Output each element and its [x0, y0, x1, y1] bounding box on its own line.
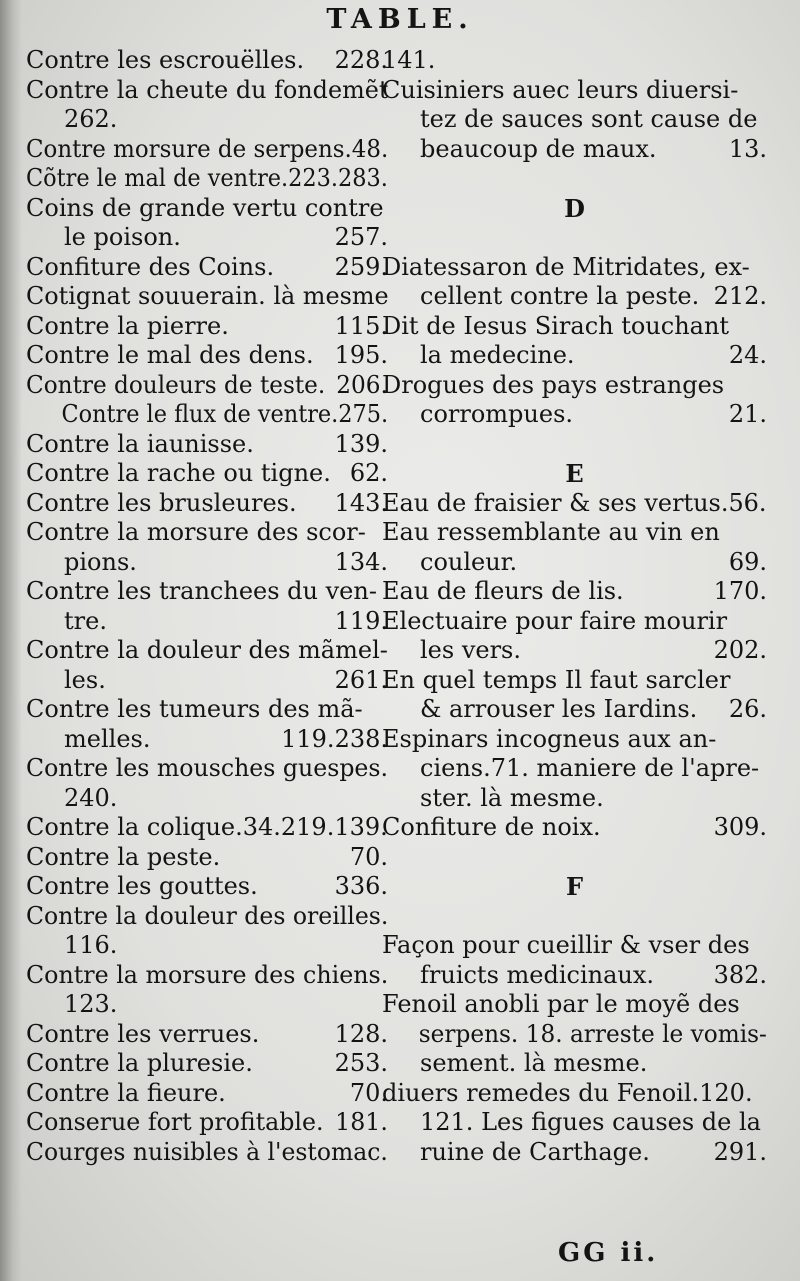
entry-page-number: 309.	[713, 813, 767, 841]
entry-page-number: 336.	[334, 872, 388, 900]
entry-text: & arrouser les Iardins.	[420, 695, 698, 723]
entry-page-number: 212.	[713, 282, 767, 310]
index-entry	[382, 577, 767, 607]
entry-page-number: 202.	[713, 636, 767, 664]
index-entry	[382, 607, 767, 637]
index-entry	[382, 1049, 767, 1079]
entry-page-number: 257.	[334, 223, 388, 251]
index-entry	[26, 194, 388, 224]
entry-text: les vers.	[420, 636, 522, 664]
index-entry	[382, 902, 767, 932]
entry-text: Eau de fraisier & ses vertus.56.	[382, 488, 767, 517]
entry-text: corrompues.	[420, 400, 574, 428]
entry-text: ster. là mesme.	[420, 783, 604, 812]
entry-page-number: 261.	[334, 665, 388, 694]
entry-text: Contre les mousches guespes.	[26, 754, 389, 782]
index-entry	[26, 577, 388, 607]
entry-text: 141.	[382, 46, 436, 74]
entry-text: Contre la morsure des chiens.	[26, 960, 389, 989]
entry-page-number: 195.	[334, 341, 388, 369]
index-entry	[26, 400, 388, 430]
entry-text: F	[565, 872, 584, 901]
index-entry	[382, 1020, 767, 1050]
entry-text: Cuisiniers auec leurs diuersi-	[382, 75, 739, 104]
entry-page-number: 119.238.	[281, 724, 388, 753]
entry-page-number: 24.	[728, 341, 767, 369]
index-entry	[26, 312, 388, 342]
index-entry	[382, 548, 767, 578]
index-entry	[26, 902, 388, 932]
index-entry	[382, 1108, 767, 1138]
entry-page-number: 382.	[713, 960, 767, 989]
entry-text: Confiture des Coins.	[26, 252, 275, 281]
index-entry	[26, 135, 388, 165]
index-entry	[382, 666, 767, 696]
index-entry	[382, 46, 767, 76]
entry-text: Contre la rache ou tigne.	[26, 459, 331, 487]
index-entry	[26, 843, 388, 873]
entry-page-number: 206.	[336, 370, 388, 399]
entry-text: Cotignat souuerain. là mesme	[26, 282, 389, 310]
index-entry	[26, 990, 388, 1020]
index-entry	[382, 253, 767, 283]
index-entry	[382, 341, 767, 371]
entry-text: Contre douleurs de teste.	[26, 370, 326, 399]
entry-page-number: 170.	[713, 577, 767, 605]
index-entry	[382, 695, 767, 725]
index-entry	[26, 636, 388, 666]
index-entry	[26, 1049, 388, 1079]
index-entry	[26, 341, 388, 371]
index-entry	[26, 666, 388, 696]
entry-text: Contre la douleur des mãmel-	[26, 636, 388, 664]
entry-text: Conserue fort profitable.	[26, 1108, 324, 1136]
entry-text: Courges nuisibles à l'estomac.	[26, 1137, 388, 1166]
entry-text: la medecine.	[420, 341, 575, 369]
entry-text: 240.	[64, 783, 118, 812]
entry-text: D	[564, 193, 585, 223]
index-entry	[26, 695, 388, 725]
entry-text: Contre les escrouëlles.	[26, 46, 305, 74]
index-entry	[382, 135, 767, 165]
index-entry	[382, 223, 767, 253]
entry-page-number: 139.	[334, 429, 388, 458]
entry-page-number: 62.	[349, 459, 388, 487]
entry-page-number: 21.	[728, 400, 767, 428]
entry-page-number: 69.	[728, 547, 767, 576]
index-column-right	[382, 46, 767, 1167]
entry-text: Contre les gouttes.	[26, 872, 258, 900]
index-entry	[382, 164, 767, 194]
entry-text: tez de sauces sont cause de	[420, 105, 758, 133]
index-entry	[26, 282, 388, 312]
index-entry	[382, 400, 767, 430]
index-entry	[26, 961, 388, 991]
entry-text: Contre les verrues.	[26, 1019, 260, 1048]
entry-text: 121. Les figues causes de la	[420, 1108, 761, 1136]
index-entry	[26, 725, 388, 755]
entry-text: Diatessaron de Mitridates, ex-	[382, 252, 750, 281]
entry-text: 123.	[64, 990, 118, 1018]
index-entry	[382, 1138, 767, 1168]
entry-page-number: 13.	[728, 134, 767, 163]
entry-text: Eau de fleurs de lis.	[382, 577, 624, 605]
entry-text: Contre la fieure.	[26, 1078, 226, 1107]
index-entry	[26, 813, 388, 843]
entry-text: Contre morsure de serpens.48.	[26, 134, 389, 163]
entry-text: Contre la douleur des oreilles.	[26, 901, 389, 930]
entry-page-number: 228.	[334, 46, 388, 74]
entry-text: Contre le mal des dens.	[26, 341, 314, 369]
entry-text: Coins de grande vertu contre	[26, 193, 384, 222]
entry-text: Espinars incogneus aux an-	[382, 724, 717, 753]
index-entry	[26, 223, 388, 253]
entry-text: sement. là mesme.	[420, 1049, 648, 1077]
index-entry	[26, 459, 388, 489]
entry-text: Contre la colique.34.219.139.	[26, 813, 388, 841]
entry-text: serpens. 18. arreste le vomis-	[418, 1019, 767, 1048]
section-letter	[382, 872, 767, 902]
index-entry	[26, 872, 388, 902]
index-entry	[26, 371, 388, 401]
entry-text: diuers remedes du Fenoil.120.	[382, 1078, 753, 1107]
index-entry	[26, 489, 388, 519]
entry-text: Contre la morsure des scor-	[26, 518, 366, 546]
entry-page-number: 134.	[334, 547, 388, 576]
entry-text: Contre la peste.	[26, 842, 221, 871]
entry-text: 116.	[64, 931, 118, 959]
page-edge-shadow	[0, 0, 22, 1281]
index-entry	[26, 548, 388, 578]
entry-text: beaucoup de maux.	[420, 134, 657, 163]
index-entry	[26, 1108, 388, 1138]
entry-page-number: 119.	[334, 606, 388, 635]
entry-text: ruine de Carthage.	[420, 1137, 650, 1166]
entry-text: melles.	[64, 724, 151, 753]
entry-text: Contre les tumeurs des mã-	[26, 695, 363, 723]
index-entry	[26, 607, 388, 637]
index-entry	[26, 105, 388, 135]
index-entry	[26, 518, 388, 548]
index-entry	[382, 76, 767, 106]
index-entry	[382, 282, 767, 312]
entry-text: cellent contre la peste.	[420, 282, 700, 310]
index-entry	[26, 164, 388, 194]
entry-page-number: 143.	[334, 488, 388, 517]
entry-text: Confiture de noix.	[382, 813, 601, 841]
index-entry	[382, 813, 767, 843]
index-entry	[382, 961, 767, 991]
index-entry	[26, 931, 388, 961]
section-letter	[382, 194, 767, 224]
entry-text: le poison.	[64, 223, 181, 251]
entry-text: Cõtre le mal de ventre.223.283.	[26, 164, 388, 192]
index-entry	[26, 76, 388, 106]
entry-page-number: 70.	[349, 1078, 388, 1107]
entry-text: Façon pour cueillir & vser des	[382, 931, 750, 959]
entry-text: Eau ressemblante au vin en	[382, 518, 720, 546]
entry-page-number: 181.	[335, 1108, 388, 1136]
index-entry	[26, 1020, 388, 1050]
entry-page-number: 70.	[349, 842, 388, 871]
index-entry	[382, 312, 767, 342]
index-entry	[26, 1138, 388, 1168]
index-entry	[382, 105, 767, 135]
index-entry	[26, 253, 388, 283]
entry-text: Electuaire pour faire mourir	[382, 606, 728, 635]
entry-page-number: 253.	[334, 1049, 388, 1077]
entry-page-number: 291.	[713, 1137, 767, 1166]
entry-text: E	[565, 459, 584, 488]
entry-text: tre.	[64, 606, 107, 635]
entry-text: Fenoil anobli par le moyẽ des	[382, 990, 740, 1018]
index-entry	[26, 430, 388, 460]
index-entry	[382, 518, 767, 548]
entry-text: Drogues des pays estranges	[382, 370, 725, 399]
entry-text: Contre le flux de ventre.275.	[61, 400, 389, 428]
signature-mark: GG ii.	[558, 1238, 659, 1268]
entry-text: fruicts medicinaux.	[420, 960, 655, 989]
index-entry	[382, 1079, 767, 1109]
entry-text: Contre la pluresie.	[26, 1049, 253, 1077]
entry-text: Contre la pierre.	[26, 311, 229, 340]
entry-text: couleur.	[420, 547, 518, 576]
index-entry	[26, 1079, 388, 1109]
entry-text: Contre les brusleures.	[26, 488, 297, 517]
index-entry	[26, 784, 388, 814]
index-entry	[382, 430, 767, 460]
entry-text: Contre la cheute du fondemẽt	[26, 75, 389, 104]
index-entry	[382, 843, 767, 873]
index-entry	[382, 636, 767, 666]
entry-text: Dit de Iesus Sirach touchant	[382, 311, 730, 340]
page-header: TABLE.	[326, 4, 474, 35]
index-entry	[26, 754, 388, 784]
entry-text: pions.	[64, 547, 137, 576]
index-entry	[382, 489, 767, 519]
entry-page-number: 128.	[334, 1019, 388, 1048]
index-entry	[382, 754, 767, 784]
entry-text: Contre les tranchees du ven-	[26, 577, 377, 605]
entry-text: les.	[64, 665, 106, 694]
index-entry	[382, 931, 767, 961]
entry-page-number: 259.	[334, 252, 388, 281]
index-entry	[382, 371, 767, 401]
index-entry	[26, 46, 388, 76]
section-letter	[382, 459, 767, 489]
entry-page-number: 115.	[334, 311, 388, 340]
index-entry	[382, 990, 767, 1020]
entry-page-number: 26.	[728, 695, 767, 723]
index-column-left	[26, 46, 388, 1167]
entry-text: En quel temps Il faut sarcler	[382, 665, 731, 694]
entry-text: Contre la iaunisse.	[26, 429, 254, 458]
entry-text: ciens.71. maniere de l'apre-	[420, 754, 760, 782]
entry-text: 262.	[64, 105, 118, 133]
index-entry	[382, 725, 767, 755]
index-entry	[382, 784, 767, 814]
